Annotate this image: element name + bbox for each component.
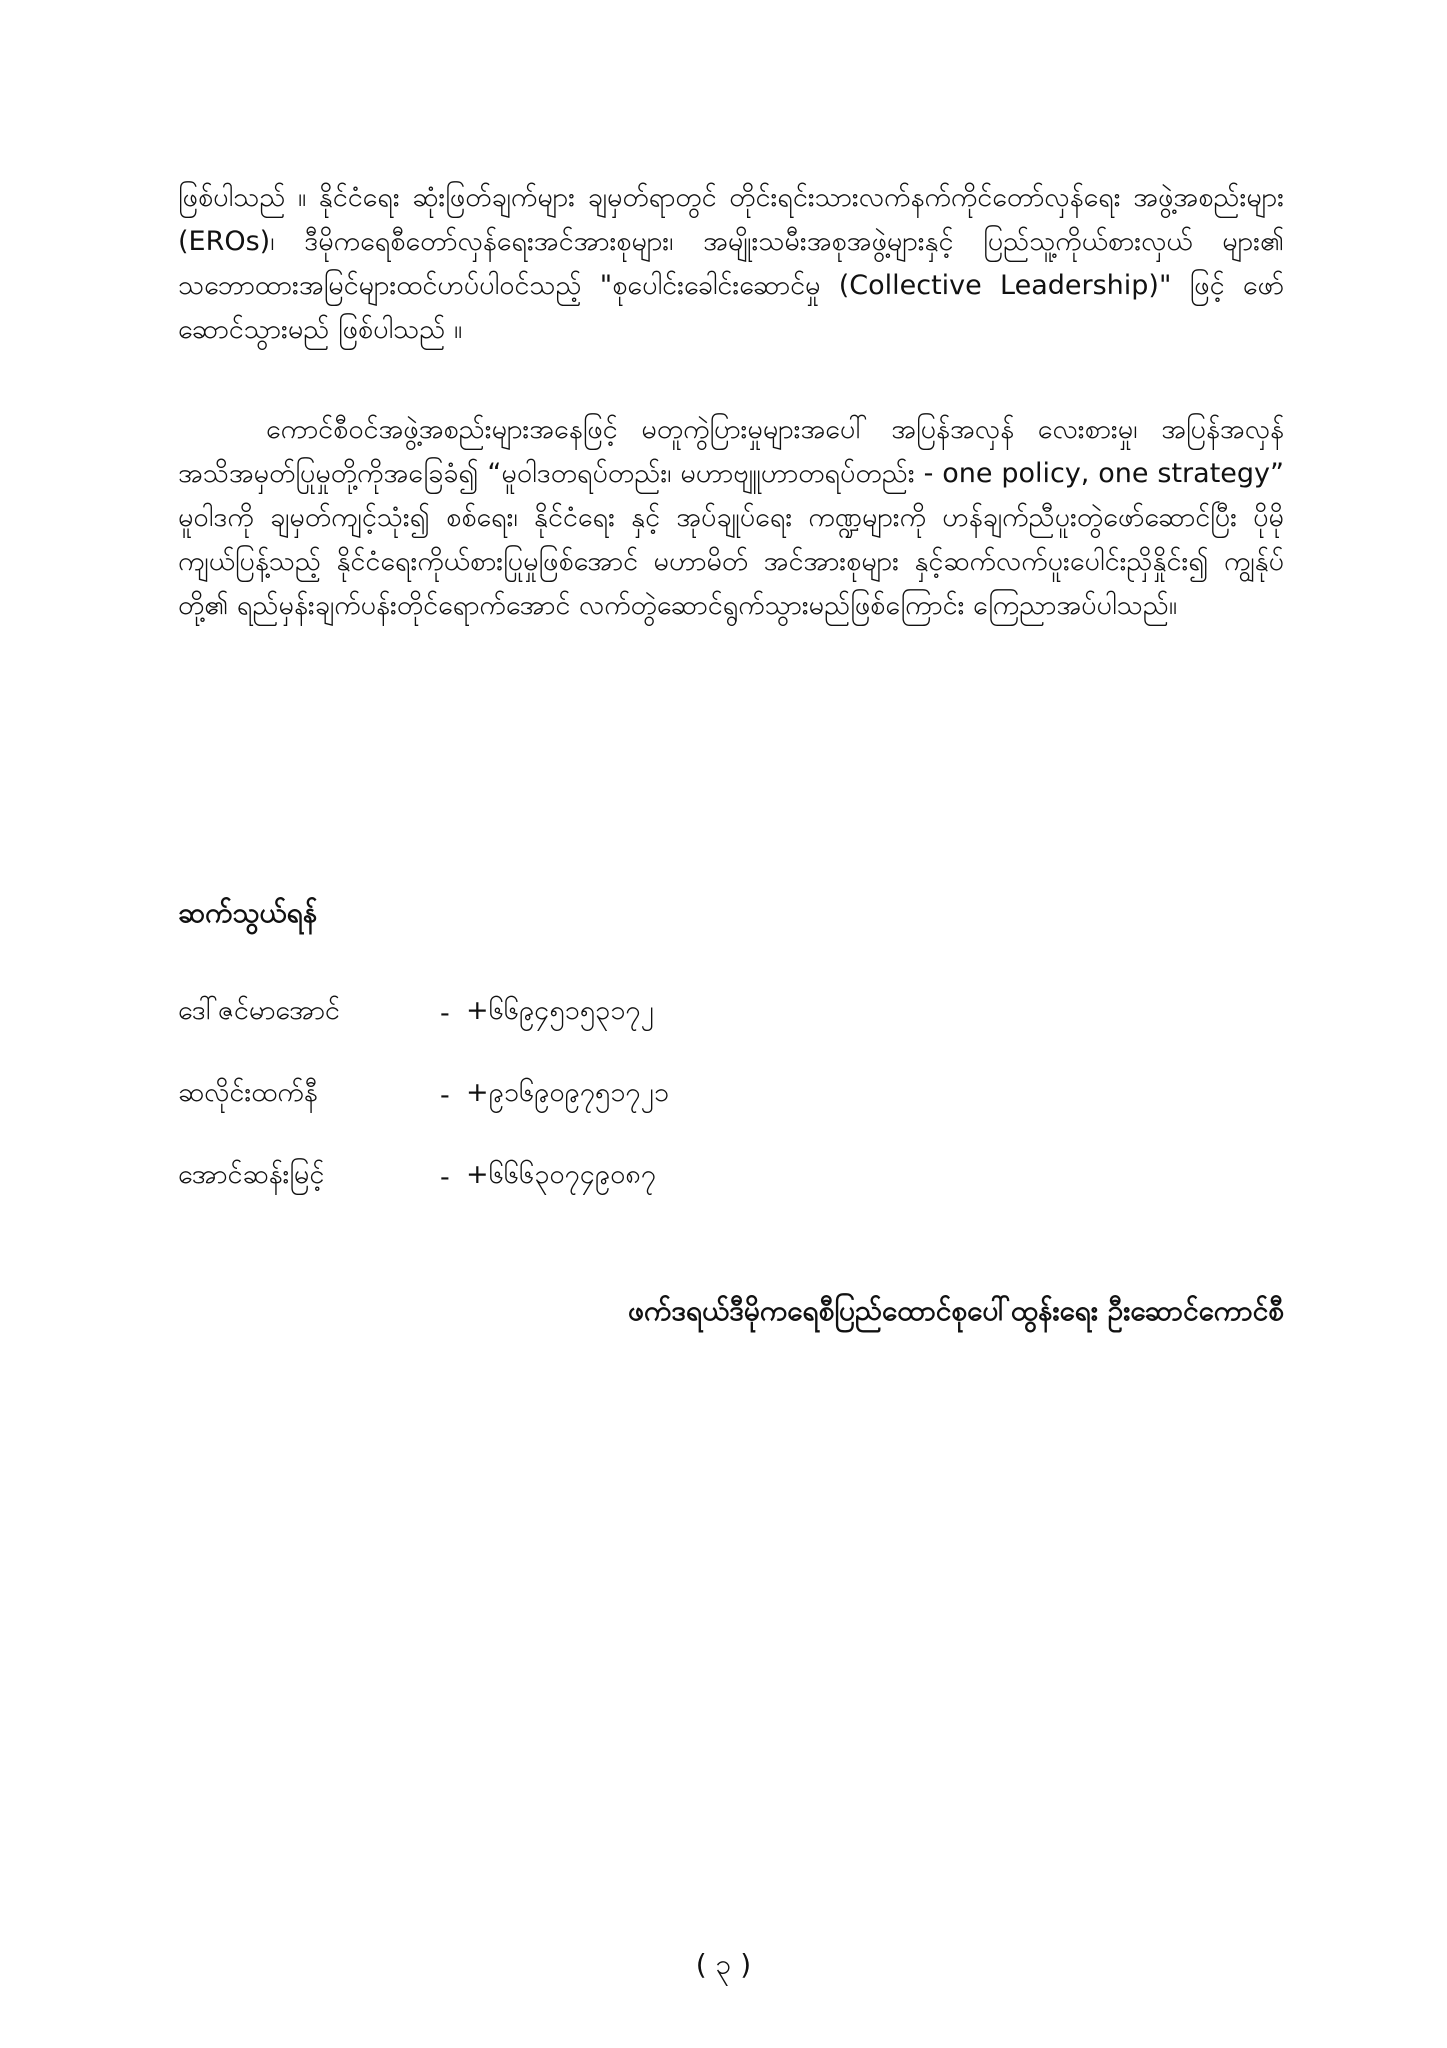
contact-name: အောင်ဆန်းမြင့်	[178, 1159, 325, 1190]
contact-list	[178, 972, 778, 1218]
contact-phone: +၉၁၆၉၀၉၇၅၁၇၂၁	[466, 1077, 669, 1108]
contact-name: ဒေါ်ဇင်မာအောင်	[178, 995, 340, 1026]
contact-separator: -	[440, 1079, 450, 1111]
paragraph-continuation: ဖြစ်ပါသည် ။ နိုင်ငံရေး ဆုံးဖြတ်ချက်များ ချမှတ်ရာတွင် တိုင်းရင်းသားလက်နက်ကိုင်တော်လှန်ရေး အဖွဲ့အစည်းများ (EROs)၊ ဒီမိုကရေစီတော်လှန်ရေးအင်အားစုများ၊ အမျိုးသမီးအစုအဖွဲ့များနှင့် ပြည်သူ့ကိုယ်စားလှယ် များ၏ သဘောထားအမြင်များထင်ဟပ်ပါဝင်သည့် "စုပေါင်းခေါင်းဆောင်မှု (Collective Leadership)" ဖြင့် ဖော်ဆောင်သွားမည် ဖြစ်ပါသည် ။	[178, 182, 1284, 345]
contact-name: ဆလိုင်းထက်နီ	[178, 1077, 318, 1108]
contact-heading: ဆက်သွယ်ရန်	[178, 896, 318, 929]
contact-row	[178, 972, 778, 1054]
contact-row	[178, 1054, 778, 1136]
page-number: ( ၃ )	[695, 1948, 752, 1981]
signature-council-name: ဖက်ဒရယ်ဒီမိုကရေစီပြည်ထောင်စုပေါ်ထွန်းရေး ဦးဆောင်ကောင်စီ	[628, 1294, 1284, 1327]
contact-row	[178, 1136, 778, 1218]
contact-phone: +၆၆၉၄၅၁၅၃၁၇၂	[466, 995, 654, 1026]
paragraph-declaration: ကောင်စီဝင်အဖွဲ့အစည်းများအနေဖြင့် မတူကွဲပြားမှုများအပေါ် အပြန်အလှန် လေးစားမှု၊ အပြန်အလှန် အသိအမှတ်ပြုမှုတို့ကိုအခြေခံ၍ “မူဝါဒတရပ်တည်း၊ မဟာဗျူဟာတရပ်တည်း - one policy, one strategy” မူဝါဒကို ချမှတ်ကျင့်သုံး၍ စစ်ရေး၊ နိုင်ငံရေး နှင့် အုပ်ချုပ်ရေး ကဏ္ဍများကို ဟန်ချက်ညီပူးတွဲဖော်ဆောင်ပြီး ပိုမိုကျယ်ပြန့်သည့် နိုင်ငံရေးကိုယ်စားပြုမှုဖြစ်အောင် မဟာမိတ် အင်အားစုများ နှင့်ဆက်လက်ပူးပေါင်းညှိနှိုင်း၍ ကျွန်ုပ်တို့၏ ရည်မှန်းချက်ပန်းတိုင်ရောက်အောင် လက်တွဲဆောင်ရွက်သွားမည်ဖြစ်ကြောင်း ကြေညာအပ်ပါသည်။	[178, 414, 1284, 621]
contact-phone: +၆၆၆၃၀၇၄၉၀၈၇	[466, 1159, 656, 1190]
contact-separator: -	[440, 1161, 450, 1193]
contact-separator: -	[440, 997, 450, 1029]
